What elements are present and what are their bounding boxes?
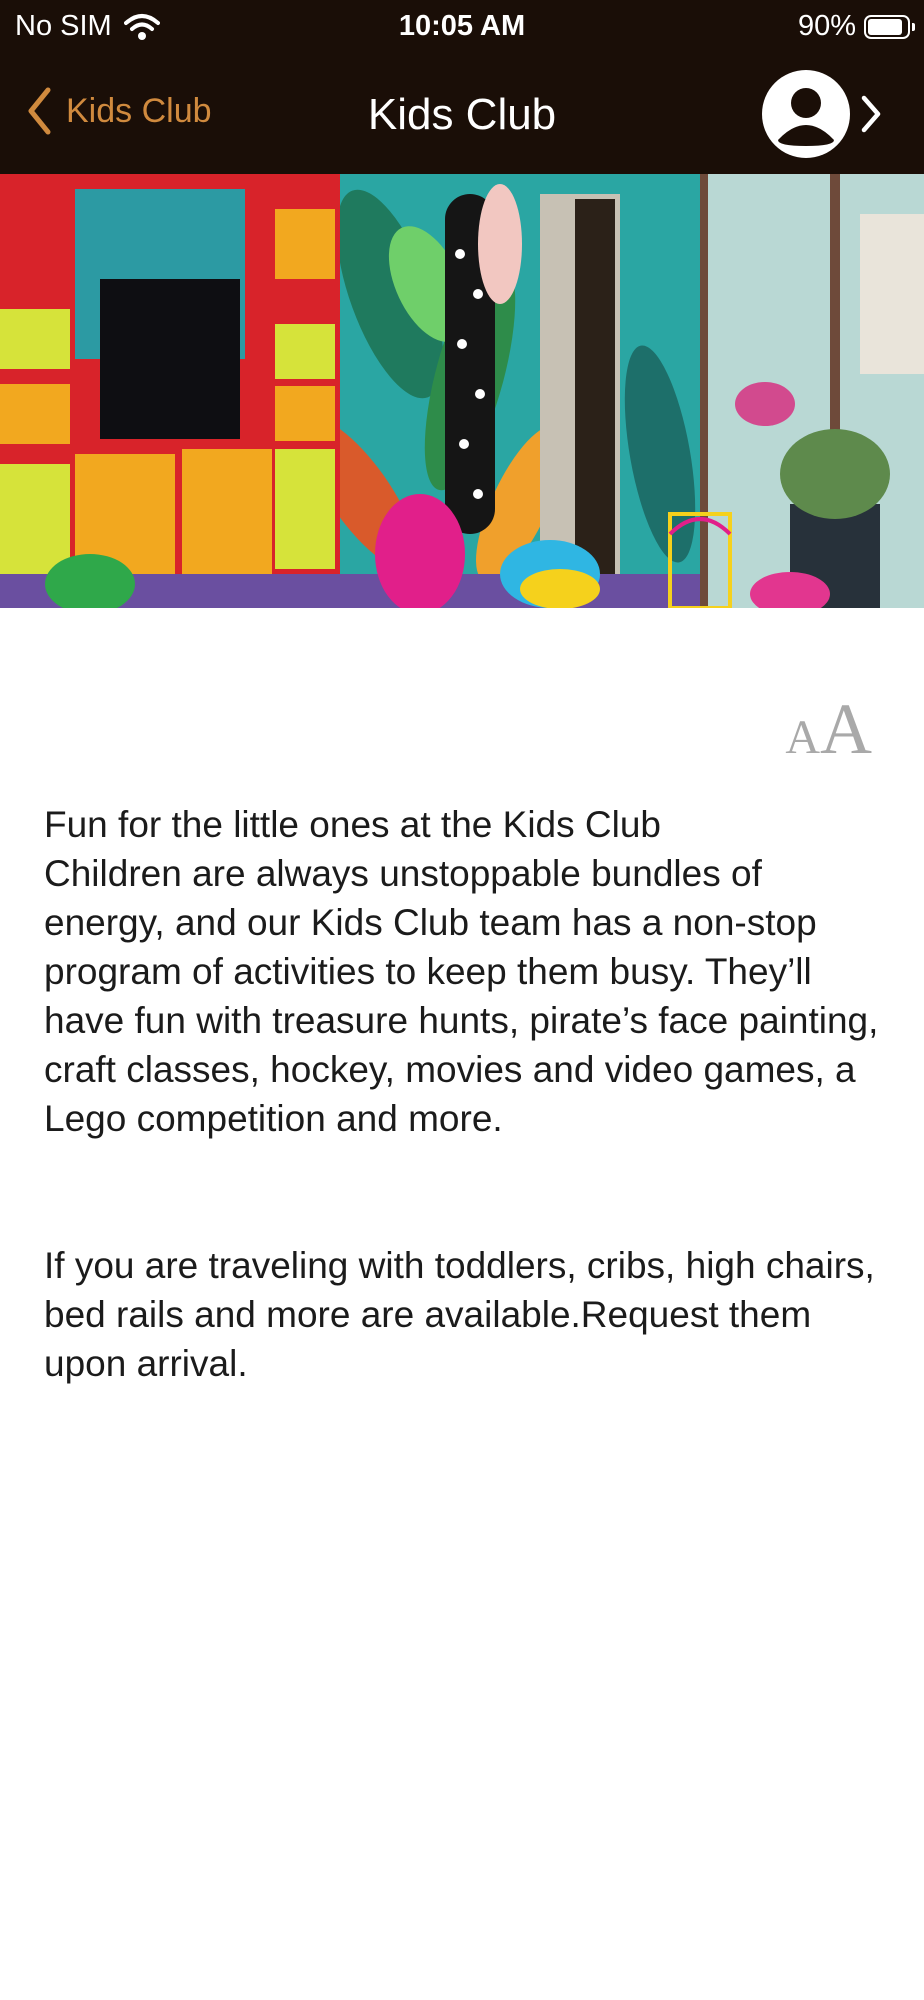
status-bar xyxy=(0,0,924,56)
font-size-button[interactable] xyxy=(785,688,872,771)
back-label: Kids Club xyxy=(66,91,212,130)
article-heading-line: Fun for the little ones at the Kids Club xyxy=(44,804,662,845)
font-size-small-label: A xyxy=(785,711,820,764)
profile-button[interactable] xyxy=(762,70,882,158)
carrier-label: No SIM xyxy=(15,10,112,42)
user-avatar-icon xyxy=(762,70,850,158)
battery-icon xyxy=(864,15,910,39)
page-title: Kids Club xyxy=(367,90,557,139)
chevron-right-icon xyxy=(860,94,882,134)
status-time: 10:05 AM xyxy=(398,10,526,42)
article-paragraph-1: Children are always unstoppable bundles of energy, and our Kids Club team has a non-stop program of activities to keep them busy. They’ll have fun with treasure hunts, pirate’s face painting, craft classes, hockey, movies and video games, a Lego competition and more. xyxy=(44,853,879,1139)
article-content xyxy=(44,800,884,1388)
font-size-large-label: A xyxy=(820,689,872,769)
battery-percent: 90% xyxy=(797,10,856,42)
battery-indicator xyxy=(798,10,910,43)
article-paragraph-2: If you are traveling with toddlers, cribs, high chairs, bed rails and more are available.Request them upon arrival. xyxy=(44,1245,875,1384)
navigation-bar xyxy=(0,56,924,174)
battery-fill xyxy=(868,19,902,35)
battery-nub xyxy=(912,23,915,31)
hero-image xyxy=(0,174,924,608)
